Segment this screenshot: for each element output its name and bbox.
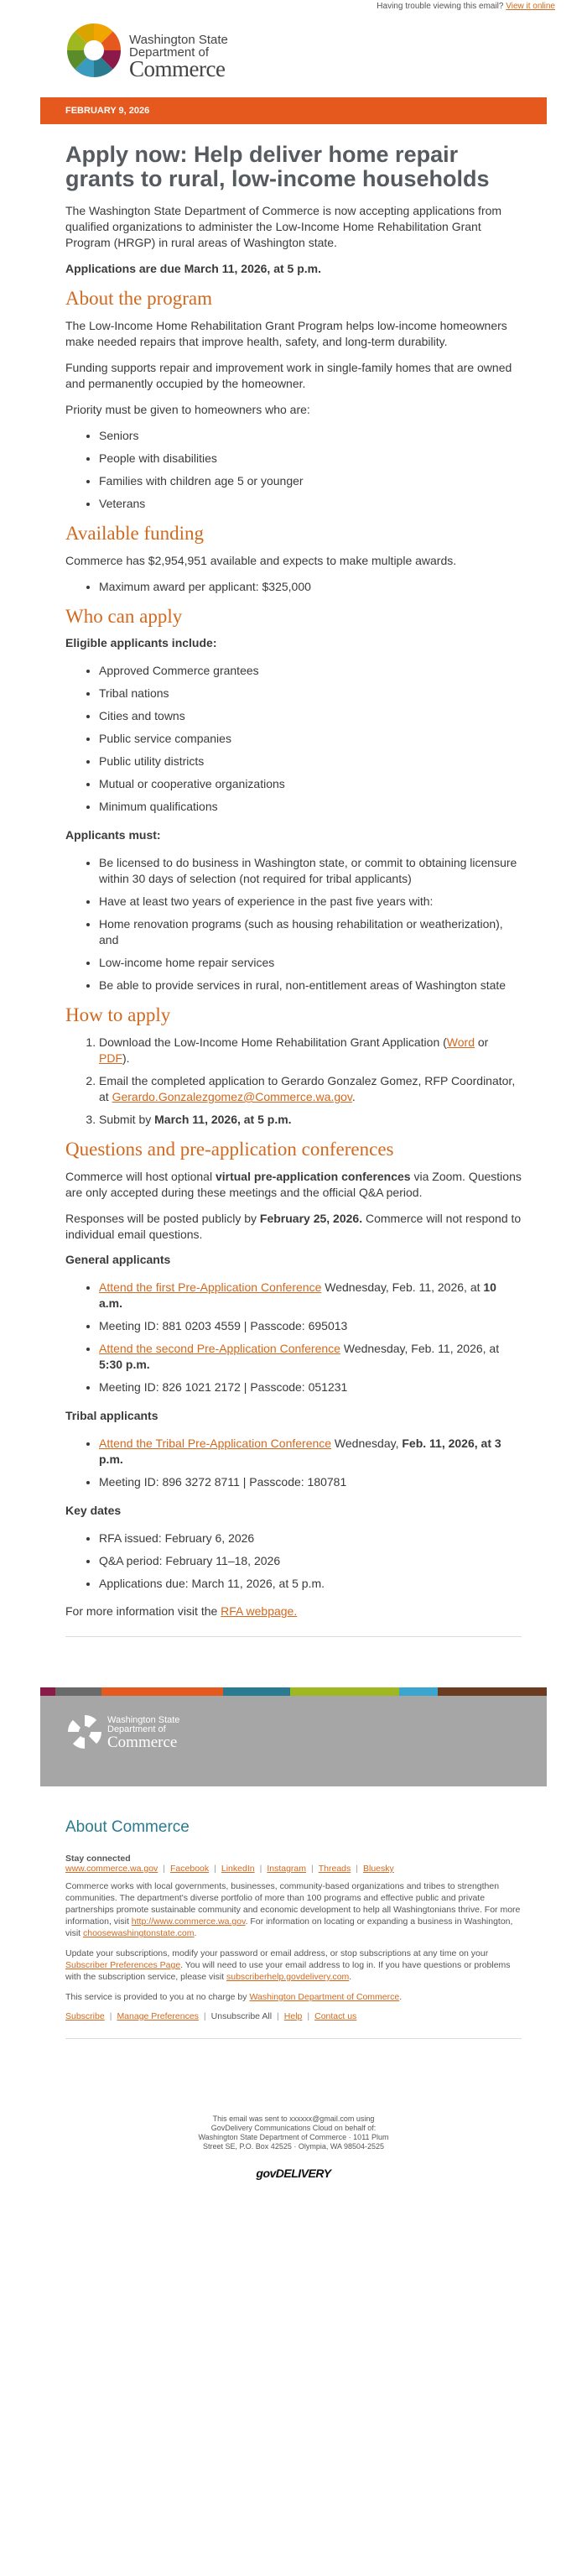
unsubscribe-all-link[interactable]: Unsubscribe All bbox=[210, 2011, 273, 2021]
funding-list bbox=[99, 579, 522, 595]
funding-paragraph: Commerce has $2,954,951 available and expects to make multiple awards. bbox=[65, 554, 457, 567]
bottom-links: Subscribe | Manage Preferences | Unsubscribe All | Help | Contact us bbox=[65, 2011, 357, 2021]
about-program-heading: About the program bbox=[65, 288, 213, 309]
update-pre: Update your subscriptions, modify your password or email address, or stop subscriptions at any time on your bbox=[65, 1948, 489, 1958]
sent-to-text: This email was sent to xxxxxx@gmail.com using GovDelivery Communications Cloud on behalf of: Washington State Department of Commerce · 1011 Plum Street SE, P.O. Box 42525 · Olympia, WA 98504-2525 bbox=[198, 2115, 389, 2151]
logo-wordmark bbox=[129, 34, 228, 80]
commerce-footer-logo-icon bbox=[67, 1714, 102, 1749]
about-program-p1: The Low-Income Home Rehabilitation Grant Program helps low-income homeowners make needed repairs that improve health, safety, and long-term durability. bbox=[65, 319, 507, 348]
eligible-heading: Eligible applicants include: bbox=[65, 636, 217, 649]
q-p1-bold: virtual pre-application conferences bbox=[215, 1170, 411, 1183]
list-item: • Meeting ID: 881 0203 4559 | Passcode: 695013 bbox=[99, 1318, 522, 1334]
coordinator-email-link[interactable]: Gerardo.Gonzalezgomez@Commerce.wa.gov bbox=[112, 1090, 352, 1103]
desc-pre: Commerce works with local governments, businesses, community-based organizations and tribes to strengthen communities. The department's diverse portfolio of more than 100 programs and effective public and private partnerships promote sustainable community and economic development to help all Washingtonians thrive. For more information, visit bbox=[65, 1881, 521, 1927]
second-conference-link[interactable]: Attend the second Pre-Application Conference bbox=[99, 1342, 340, 1355]
tribal-conference-link[interactable]: Attend the Tribal Pre-Application Conference bbox=[99, 1437, 332, 1450]
general-applicants-heading: General applicants bbox=[65, 1253, 171, 1266]
list-item: • Cities and towns bbox=[99, 708, 522, 724]
social-links: www.commerce.wa.gov | Facebook | LinkedIn | Instagram | Threads | Bluesky bbox=[65, 1864, 394, 1874]
step-download bbox=[99, 1035, 522, 1066]
trouble-viewing-text: Having trouble viewing this email? bbox=[377, 2, 506, 11]
about-program-p2: Funding supports repair and improvement work in single-family homes that are owned and permanently occupied by the homeowner. bbox=[65, 361, 512, 390]
govdelivery-logo: govDELIVERY bbox=[256, 2167, 331, 2180]
more-info-pre: For more information visit the bbox=[65, 1604, 221, 1618]
step1-or: or bbox=[474, 1035, 489, 1049]
list-item: • Seniors bbox=[99, 428, 522, 444]
g1-text: Wednesday, Feb. 11, 2026, at bbox=[321, 1280, 484, 1294]
step-email bbox=[99, 1073, 522, 1105]
list-item: • Maximum award per applicant: $325,000 bbox=[99, 579, 522, 595]
questions-p1 bbox=[65, 1169, 522, 1201]
list-item: • Veterans bbox=[99, 496, 522, 512]
contact-us-link[interactable]: Contact us bbox=[314, 2011, 357, 2021]
footer-color-stripe bbox=[40, 1687, 547, 1696]
provided-pre: This service is provided to you at no charge by bbox=[65, 1992, 250, 2002]
subscription-info bbox=[65, 1948, 522, 1983]
about-program-p3: Priority must be given to homeowners who are: bbox=[65, 403, 310, 416]
page-title: Apply now: Help deliver home repair grants to rural, low-income households bbox=[65, 142, 490, 191]
email-body bbox=[40, 124, 547, 1637]
requirements-list bbox=[99, 855, 522, 993]
pdf-link[interactable]: PDF bbox=[99, 1051, 122, 1065]
g1-time: 10 a.m. bbox=[99, 1280, 496, 1310]
subscriber-preferences-link[interactable]: Subscriber Preferences Page bbox=[65, 1960, 181, 1970]
list-item: • Q&A period: February 11–18, 2026 bbox=[99, 1553, 522, 1569]
tribal-applicants-heading: Tribal applicants bbox=[65, 1409, 158, 1422]
content-divider bbox=[65, 1636, 522, 1637]
questions-heading: Questions and pre-application conferences bbox=[65, 1139, 394, 1160]
list-item: • Applications due: March 11, 2026, at 5 p.m. bbox=[99, 1576, 522, 1592]
list-item bbox=[99, 1341, 522, 1373]
key-dates-heading: Key dates bbox=[65, 1504, 122, 1517]
footer-logo-line-department: Department of bbox=[107, 1724, 166, 1734]
manage-preferences-link[interactable]: Manage Preferences bbox=[117, 2011, 199, 2021]
footer-wordmark bbox=[107, 1716, 179, 1750]
subscribe-link[interactable]: Subscribe bbox=[65, 2011, 105, 2021]
list-item: • Be able to provide services in rural, non-entitlement areas of Washington state bbox=[99, 978, 522, 993]
bluesky-link[interactable]: Bluesky bbox=[363, 1864, 394, 1874]
list-item: • Home renovation programs (such as housing rehabilitation or weatherization), and bbox=[99, 916, 522, 948]
provided-post: . bbox=[399, 1992, 403, 2002]
logo-line-commerce: Commerce bbox=[129, 56, 226, 81]
list-item bbox=[99, 1280, 522, 1311]
commerce-description bbox=[65, 1880, 522, 1939]
logo-line-state: Washington State bbox=[129, 33, 228, 47]
how-to-apply-heading: How to apply bbox=[65, 1004, 171, 1025]
step-submit bbox=[99, 1112, 522, 1128]
eligible-list bbox=[99, 663, 522, 815]
q-p2-post: Commerce will not respond to individual email questions. bbox=[65, 1212, 522, 1241]
q-p2-bold: February 25, 2026. bbox=[259, 1212, 363, 1225]
list-item: • People with disabilities bbox=[99, 451, 522, 467]
stay-connected-label: Stay connected bbox=[65, 1854, 131, 1864]
rfa-webpage-link[interactable]: RFA webpage. bbox=[221, 1604, 298, 1618]
steps-list bbox=[99, 1035, 522, 1128]
threads-link[interactable]: Threads bbox=[318, 1864, 351, 1874]
choose-washington-link[interactable]: choosewashingtonstate.com bbox=[83, 1928, 195, 1938]
help-link[interactable]: Help bbox=[283, 2011, 303, 2021]
step2-text: Email the completed application to Gerardo Gonzalez Gomez, RFP Coordinator, at bbox=[99, 1074, 516, 1103]
t1-text: Wednesday, bbox=[331, 1437, 403, 1450]
priority-list bbox=[99, 428, 522, 512]
step1-text: Download the Low-Income Home Rehabilitation Grant Application ( bbox=[99, 1035, 447, 1049]
word-link[interactable]: Word bbox=[446, 1035, 475, 1049]
list-item: • Have at least two years of experience in the past five years with: bbox=[99, 894, 522, 910]
step3-deadline: March 11, 2026, at 5 p.m. bbox=[154, 1113, 292, 1126]
header-logo bbox=[40, 13, 547, 97]
list-item: • Be licensed to do business in Washington state, or commit to obtaining licensure within 30 days of selection (not required for tribal applicants) bbox=[99, 855, 522, 887]
list-item: • Minimum qualifications bbox=[99, 799, 522, 815]
service-provided-text bbox=[65, 1991, 522, 2003]
about-commerce-section bbox=[40, 1786, 547, 2039]
date-banner: FEBRUARY 9, 2026 bbox=[40, 97, 547, 124]
list-item: • Public utility districts bbox=[99, 754, 522, 769]
logo-line-department: Department of bbox=[129, 45, 210, 60]
about-commerce-heading: About Commerce bbox=[65, 1818, 190, 1836]
instagram-link[interactable]: Instagram bbox=[267, 1864, 306, 1874]
footer-logo-band bbox=[40, 1696, 547, 1786]
list-item: • Meeting ID: 896 3272 8711 | Passcode: 180781 bbox=[99, 1474, 522, 1490]
list-item: • Meeting ID: 826 1021 2172 | Passcode: 051231 bbox=[99, 1379, 522, 1395]
t1-time: Feb. 11, 2026, at 3 p.m. bbox=[99, 1437, 501, 1466]
list-item: • RFA issued: February 6, 2026 bbox=[99, 1530, 522, 1546]
step3-text: Submit by bbox=[99, 1113, 155, 1126]
list-item: • Approved Commerce grantees bbox=[99, 663, 522, 679]
intro-paragraph: The Washington State Department of Commerce is now accepting applications from qualified organizations to administer the Low-Income Home Rehabilitation Grant Program (HRGP) in rural areas of Washington state. bbox=[65, 204, 502, 249]
desc-mid: . For information on locating or expanding a business in Washington, visit bbox=[65, 1916, 513, 1938]
key-dates-list bbox=[99, 1530, 522, 1592]
g2-time: 5:30 p.m. bbox=[99, 1358, 150, 1371]
update-post: . bbox=[349, 1972, 352, 1982]
list-item: • Mutual or cooperative organizations bbox=[99, 776, 522, 792]
subscriber-help-link[interactable]: subscriberhelp.govdelivery.com bbox=[226, 1972, 350, 1982]
facebook-link[interactable]: Facebook bbox=[170, 1864, 210, 1874]
website-link[interactable]: www.commerce.wa.gov bbox=[65, 1864, 158, 1874]
q-p1-pre: Commerce will host optional bbox=[65, 1170, 216, 1183]
desc-post: . bbox=[194, 1928, 197, 1938]
who-can-apply-heading: Who can apply bbox=[65, 606, 183, 627]
trouble-viewing-bar bbox=[0, 0, 587, 13]
funding-heading: Available funding bbox=[65, 523, 204, 544]
list-item: • Low-income home repair services bbox=[99, 955, 522, 971]
commerce-department-link[interactable]: Washington Department of Commerce bbox=[249, 1992, 400, 2002]
linkedin-link[interactable]: LinkedIn bbox=[221, 1864, 255, 1874]
applicants-must-heading: Applicants must: bbox=[65, 828, 161, 842]
first-conference-link[interactable]: Attend the first Pre-Application Conference bbox=[99, 1280, 322, 1294]
footer-logo-line-commerce: Commerce bbox=[107, 1734, 178, 1751]
footer-logo-line-state: Washington State bbox=[107, 1715, 180, 1725]
g2-text: Wednesday, Feb. 11, 2026, at bbox=[340, 1342, 500, 1355]
more-info-text bbox=[65, 1603, 522, 1619]
footer-divider bbox=[65, 2038, 522, 2039]
general-conferences-list bbox=[99, 1280, 522, 1395]
questions-p2 bbox=[65, 1211, 522, 1243]
tribal-conferences-list bbox=[99, 1436, 522, 1490]
update-mid: . You will need to use your email address to log in. If you have questions or problems with the subscription service, please visit bbox=[65, 1960, 511, 1982]
q-p1-post: via Zoom. Questions are only accepted during these meetings and the official Q&A period. bbox=[65, 1170, 522, 1199]
step1-post: ). bbox=[122, 1051, 130, 1065]
step2-post: . bbox=[351, 1090, 356, 1103]
list-item bbox=[99, 1436, 522, 1468]
commerce-url-link[interactable]: http://www.commerce.wa.gov bbox=[131, 1916, 246, 1927]
list-item: • Public service companies bbox=[99, 731, 522, 747]
list-item: • Families with children age 5 or younger bbox=[99, 473, 522, 489]
email-container bbox=[40, 13, 547, 2180]
list-item: • Tribal nations bbox=[99, 686, 522, 701]
commerce-logo-wheel-icon bbox=[65, 22, 122, 79]
due-date-text: Applications are due March 11, 2026, at 5 p.m. bbox=[65, 262, 322, 275]
q-p2-pre: Responses will be posted publicly by bbox=[65, 1212, 260, 1225]
view-online-link[interactable]: View it online bbox=[506, 2, 555, 11]
